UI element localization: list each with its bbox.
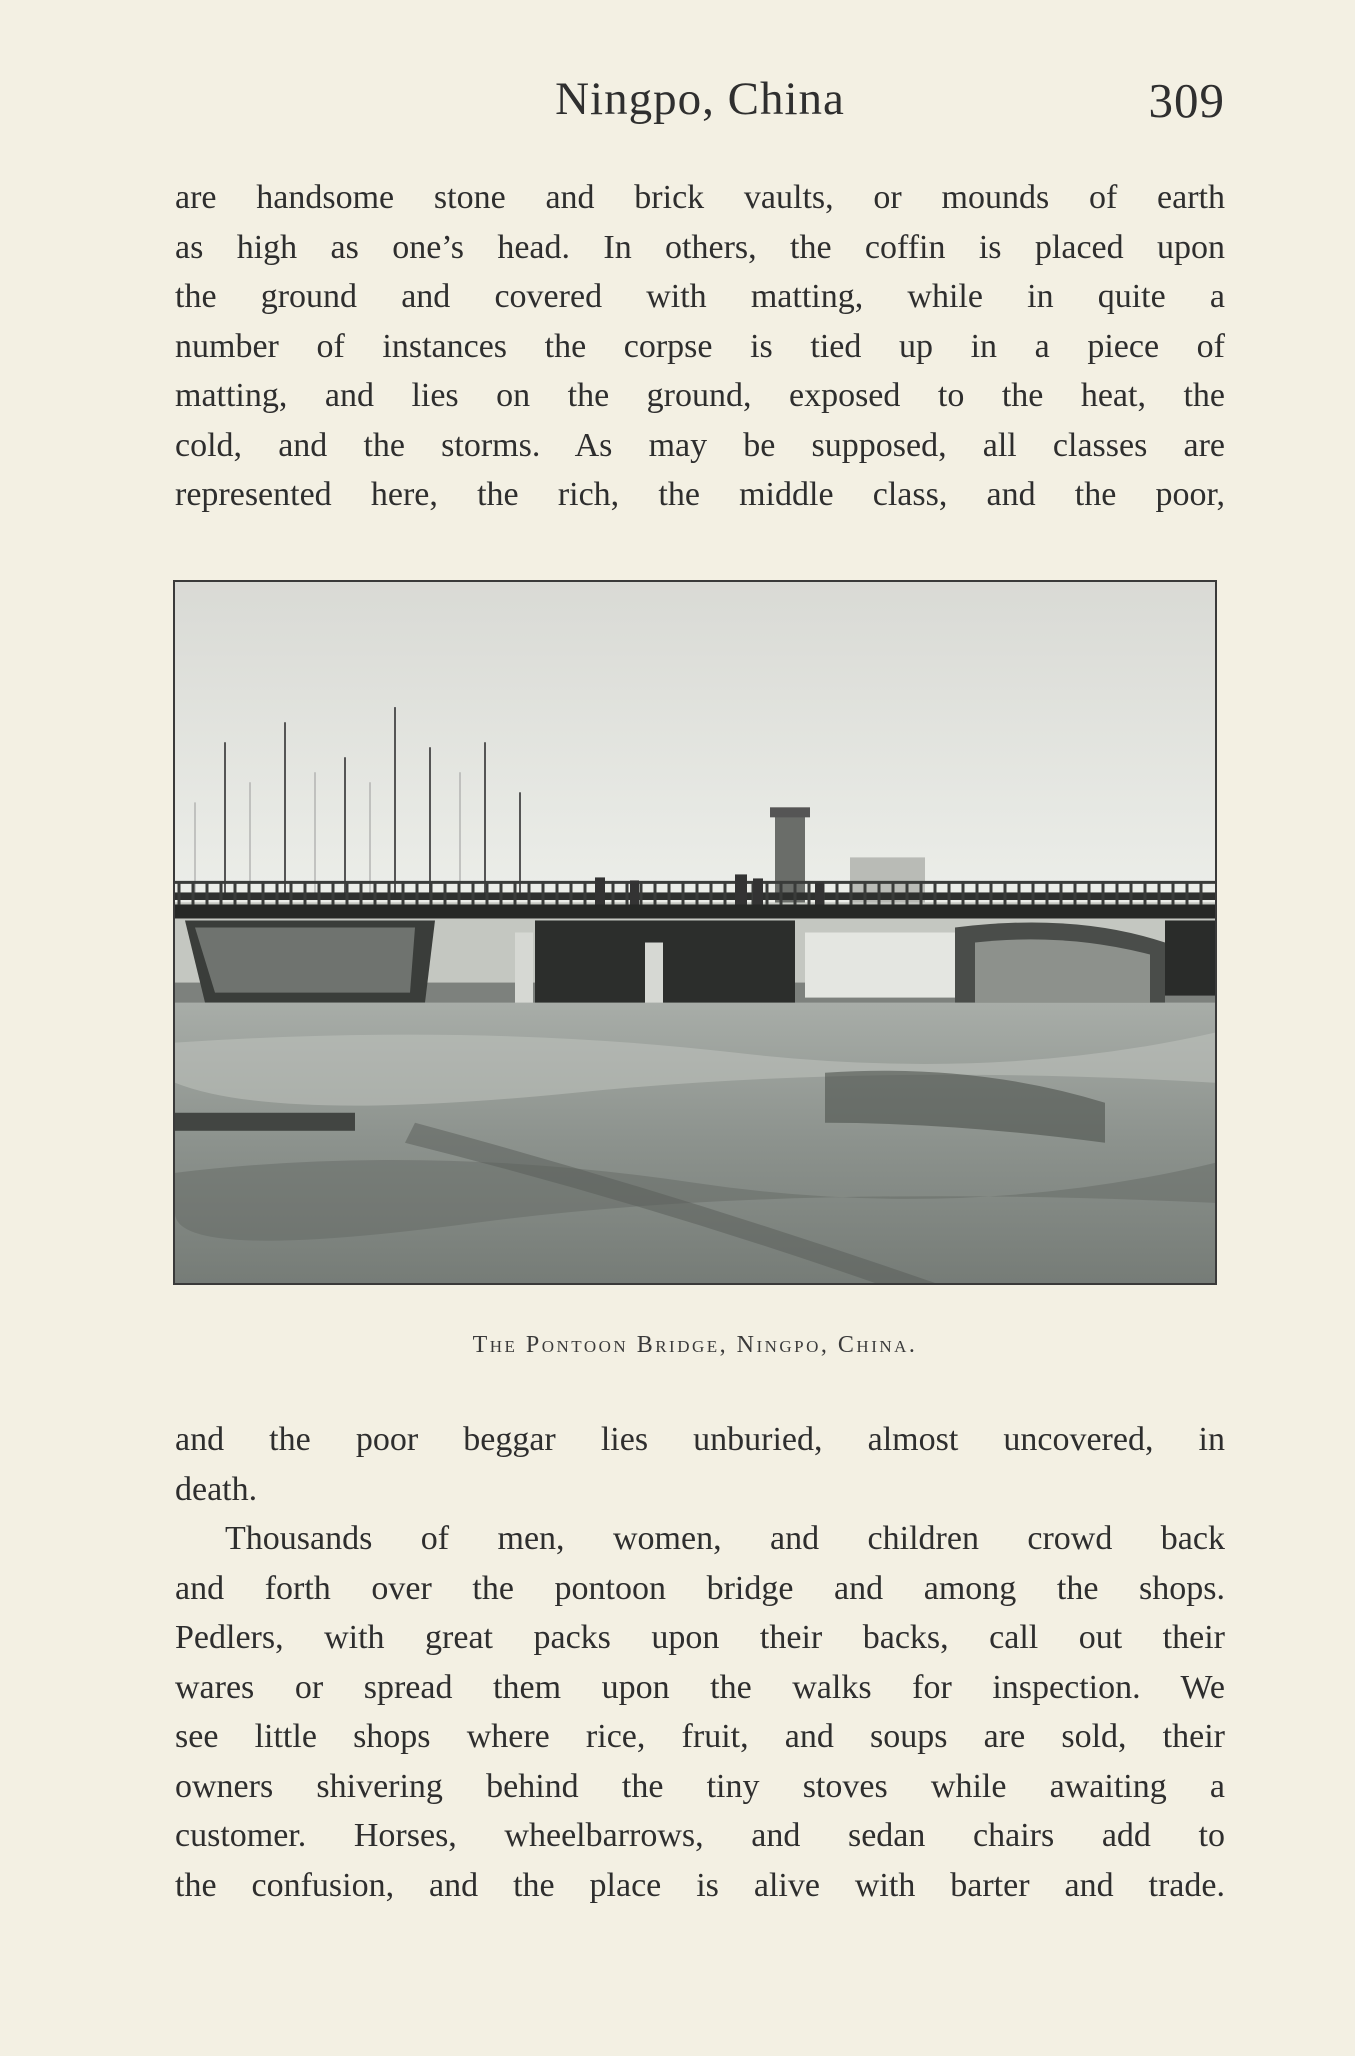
text-line: the ground and covered with matting, while in quite a: [175, 278, 1225, 315]
figure-caption: The Pontoon Bridge, Ningpo, China.: [472, 1332, 918, 1358]
text-line: Thousands of men, women, and children crowd back: [225, 1520, 1225, 1557]
running-head: [0, 72, 1355, 132]
text-line: as high as one’s head. In others, the coffin is placed upon: [175, 228, 1225, 266]
text-line: owners shivering behind the tiny stoves while awaiting a: [175, 1767, 1225, 1805]
text-line: number of instances the corpse is tied up in a piece of: [175, 327, 1225, 365]
body-text-top: [175, 173, 1225, 520]
text-line: and forth over the pontoon bridge and among the shops.: [175, 1569, 1225, 1607]
text-line: the confusion, and the place is alive with barter and trade.: [175, 1866, 1225, 1904]
text-line: Pedlers, with great packs upon their backs, call out their: [175, 1619, 1225, 1656]
text-line: are handsome stone and brick vaults, or mounds of earth: [175, 179, 1225, 216]
text-line: represented here, the rich, the middle class, and the poor,: [175, 476, 1225, 513]
pontoon-bridge-photograph: [173, 580, 1217, 1285]
text-line: death.: [175, 1470, 258, 1508]
page-number: 309: [1148, 73, 1225, 128]
text-line: customer. Horses, wheelbarrows, and sedan chairs add to: [175, 1817, 1225, 1854]
text-line: cold, and the storms. As may be supposed, all classes are: [175, 426, 1225, 464]
text-line: see little shops where rice, fruit, and soups are sold, their: [175, 1718, 1225, 1755]
body-text-bottom: [175, 1415, 1225, 1910]
text-line: and the poor beggar lies unburied, almost uncovered, in: [175, 1421, 1225, 1458]
text-line: wares or spread them upon the walks for inspection. We: [175, 1668, 1225, 1706]
running-title: Ningpo, China: [555, 73, 845, 125]
text-line: matting, and lies on the ground, exposed to the heat, the: [175, 377, 1225, 414]
photograph-illustration: [175, 582, 1215, 1283]
